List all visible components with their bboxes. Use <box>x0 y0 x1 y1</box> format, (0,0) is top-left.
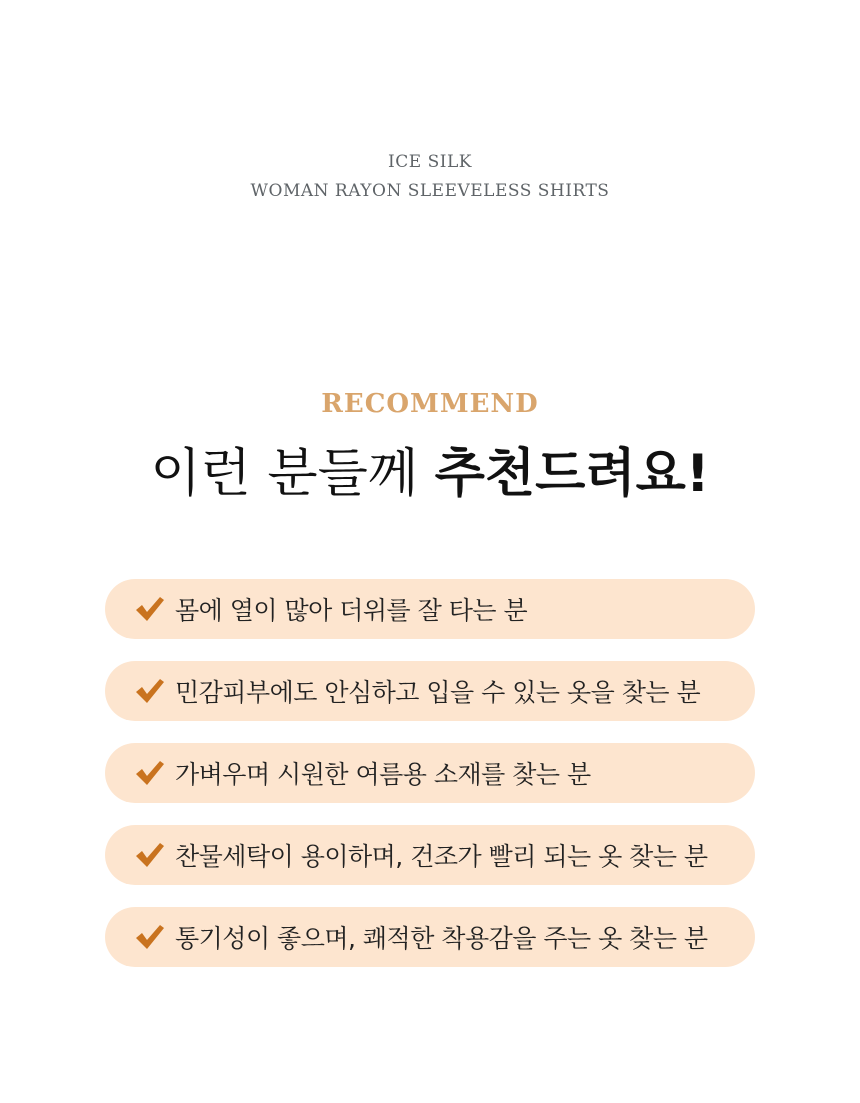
checklist-item-label: 통기성이 좋으며, 쾌적한 착용감을 주는 옷 찾는 분 <box>175 924 708 953</box>
checklist-item-label: 찬물세탁이 용이하며, 건조가 빨리 되는 옷 찾는 분 <box>175 842 708 871</box>
checklist-item-label: 몸에 열이 많아 더위를 잘 타는 분 <box>175 596 528 625</box>
checklist-item <box>105 743 755 803</box>
checklist-item <box>105 579 755 639</box>
headline-light-text: 이런 분들께 <box>150 444 419 504</box>
recommend-checklist <box>105 579 755 989</box>
product-title-line2: WOMAN RAYON SLEEVELESS SHIRTS <box>250 181 610 201</box>
recommend-eyebrow: RECOMMEND <box>321 389 539 419</box>
checkmark-icon <box>133 675 165 707</box>
product-title-line1: ICE SILK <box>388 152 472 172</box>
headline-bold-text: 추천드려요! <box>434 444 710 504</box>
checklist-item-label: 가벼우며 시원한 여름용 소재를 찾는 분 <box>175 760 591 789</box>
checklist-item <box>105 825 755 885</box>
checkmark-icon <box>133 839 165 871</box>
checkmark-icon <box>133 593 165 625</box>
checklist-item <box>105 661 755 721</box>
checkmark-icon <box>133 921 165 953</box>
recommend-headline <box>0 438 860 510</box>
checklist-item-label: 민감피부에도 안심하고 입을 수 있는 옷을 찾는 분 <box>175 678 701 707</box>
checklist-item <box>105 907 755 967</box>
product-title <box>0 148 860 206</box>
checkmark-icon <box>133 757 165 789</box>
